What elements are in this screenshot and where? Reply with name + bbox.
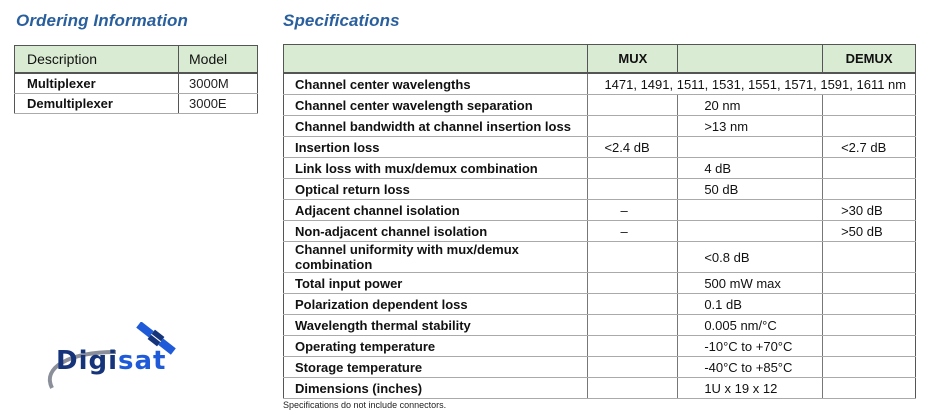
spec-mux-cell: –: [588, 221, 678, 242]
table-row: [15, 94, 258, 114]
spec-common-cell: 50 dB: [678, 179, 823, 200]
spec-mux-cell: [588, 179, 678, 200]
spec-mux-cell: [588, 336, 678, 357]
spec-mux-cell: [588, 116, 678, 137]
ordering-description-cell: Demultiplexer: [15, 94, 179, 114]
spec-parameter-cell: Storage temperature: [284, 357, 588, 378]
spec-demux-cell: [823, 158, 916, 179]
spec-demux-cell: [823, 294, 916, 315]
spec-demux-cell: <2.7 dB: [823, 137, 916, 158]
spec-header-blank: [678, 45, 823, 74]
spec-parameter-cell: Optical return loss: [284, 179, 588, 200]
logo-wordmark: [56, 346, 166, 376]
spec-common-cell: 500 mW max: [678, 273, 823, 294]
table-row: [284, 315, 916, 336]
table-row: [284, 137, 916, 158]
spec-parameter-cell: Channel uniformity with mux/demux combination: [284, 242, 588, 273]
spec-demux-cell: [823, 273, 916, 294]
ordering-model-cell: 3000E: [179, 94, 258, 114]
spec-common-cell: <0.8 dB: [678, 242, 823, 273]
spec-mux-cell: [588, 158, 678, 179]
spec-parameter-cell: Wavelength thermal stability: [284, 315, 588, 336]
spec-header-parameter: [284, 45, 588, 74]
ordering-description-cell: Multiplexer: [15, 73, 179, 94]
digisat-logo: [38, 322, 208, 392]
spec-mux-cell: [588, 357, 678, 378]
spec-parameter-cell: Operating temperature: [284, 336, 588, 357]
table-row: [284, 273, 916, 294]
spec-demux-cell: [823, 242, 916, 273]
table-row: [15, 73, 258, 94]
specifications-header-row: [284, 45, 916, 74]
spec-parameter-cell: Dimensions (inches): [284, 378, 588, 399]
spec-demux-cell: [823, 116, 916, 137]
table-row: [284, 294, 916, 315]
specifications-table: [283, 44, 916, 399]
spec-mux-cell: [588, 273, 678, 294]
spec-demux-cell: [823, 179, 916, 200]
spec-mux-cell: [588, 95, 678, 116]
spec-demux-cell: [823, 357, 916, 378]
spec-common-cell: 20 nm: [678, 95, 823, 116]
spec-mux-cell: [588, 378, 678, 399]
table-row: [284, 357, 916, 378]
spec-mux-cell: [588, 242, 678, 273]
spec-span-value-cell: 1471, 1491, 1511, 1531, 1551, 1571, 1591, 1611 nm: [588, 73, 916, 95]
table-row: [284, 242, 916, 273]
spec-common-cell: 1U x 19 x 12: [678, 378, 823, 399]
ordering-header-description: Description: [15, 46, 179, 74]
spec-header-mux: MUX: [588, 45, 678, 74]
spec-parameter-cell: Channel center wavelengths: [284, 73, 588, 95]
spec-parameter-cell: Channel center wavelength separation: [284, 95, 588, 116]
spec-mux-cell: –: [588, 200, 678, 221]
ordering-information-heading: Ordering Information: [16, 11, 188, 30]
spec-demux-cell: [823, 336, 916, 357]
spec-common-cell: [678, 137, 823, 158]
ordering-table: [14, 45, 258, 114]
spec-parameter-cell: Total input power: [284, 273, 588, 294]
table-row: [284, 336, 916, 357]
table-row: [284, 73, 916, 95]
ordering-header-model: Model: [179, 46, 258, 74]
table-row: [284, 95, 916, 116]
spec-common-cell: [678, 200, 823, 221]
specifications-heading: Specifications: [283, 11, 400, 30]
table-row: [284, 200, 916, 221]
spec-parameter-cell: Non-adjacent channel isolation: [284, 221, 588, 242]
spec-demux-cell: [823, 315, 916, 336]
spec-common-cell: 4 dB: [678, 158, 823, 179]
spec-demux-cell: [823, 378, 916, 399]
specifications-footnote: Specifications do not include connectors.: [283, 400, 447, 410]
spec-parameter-cell: Channel bandwidth at channel insertion loss: [284, 116, 588, 137]
spec-parameter-cell: Polarization dependent loss: [284, 294, 588, 315]
spec-common-cell: >13 nm: [678, 116, 823, 137]
spec-demux-cell: [823, 95, 916, 116]
spec-parameter-cell: Adjacent channel isolation: [284, 200, 588, 221]
spec-common-cell: 0.1 dB: [678, 294, 823, 315]
spec-demux-cell: >50 dB: [823, 221, 916, 242]
table-row: [284, 221, 916, 242]
table-row: [284, 158, 916, 179]
spec-common-cell: -10°C to +70°C: [678, 336, 823, 357]
spec-demux-cell: >30 dB: [823, 200, 916, 221]
spec-common-cell: 0.005 nm/°C: [678, 315, 823, 336]
spec-mux-cell: <2.4 dB: [588, 137, 678, 158]
table-row: [284, 179, 916, 200]
logo-text-part1: Digi: [56, 346, 119, 376]
spec-common-cell: [678, 221, 823, 242]
spec-mux-cell: [588, 294, 678, 315]
spec-common-cell: -40°C to +85°C: [678, 357, 823, 378]
spec-header-demux: DEMUX: [823, 45, 916, 74]
spec-parameter-cell: Link loss with mux/demux combination: [284, 158, 588, 179]
spec-parameter-cell: Insertion loss: [284, 137, 588, 158]
table-row: [284, 116, 916, 137]
ordering-model-cell: 3000M: [179, 73, 258, 94]
ordering-header-row: [15, 46, 258, 74]
table-row: [284, 378, 916, 399]
logo-text-part2: sat: [118, 346, 167, 376]
spec-mux-cell: [588, 315, 678, 336]
